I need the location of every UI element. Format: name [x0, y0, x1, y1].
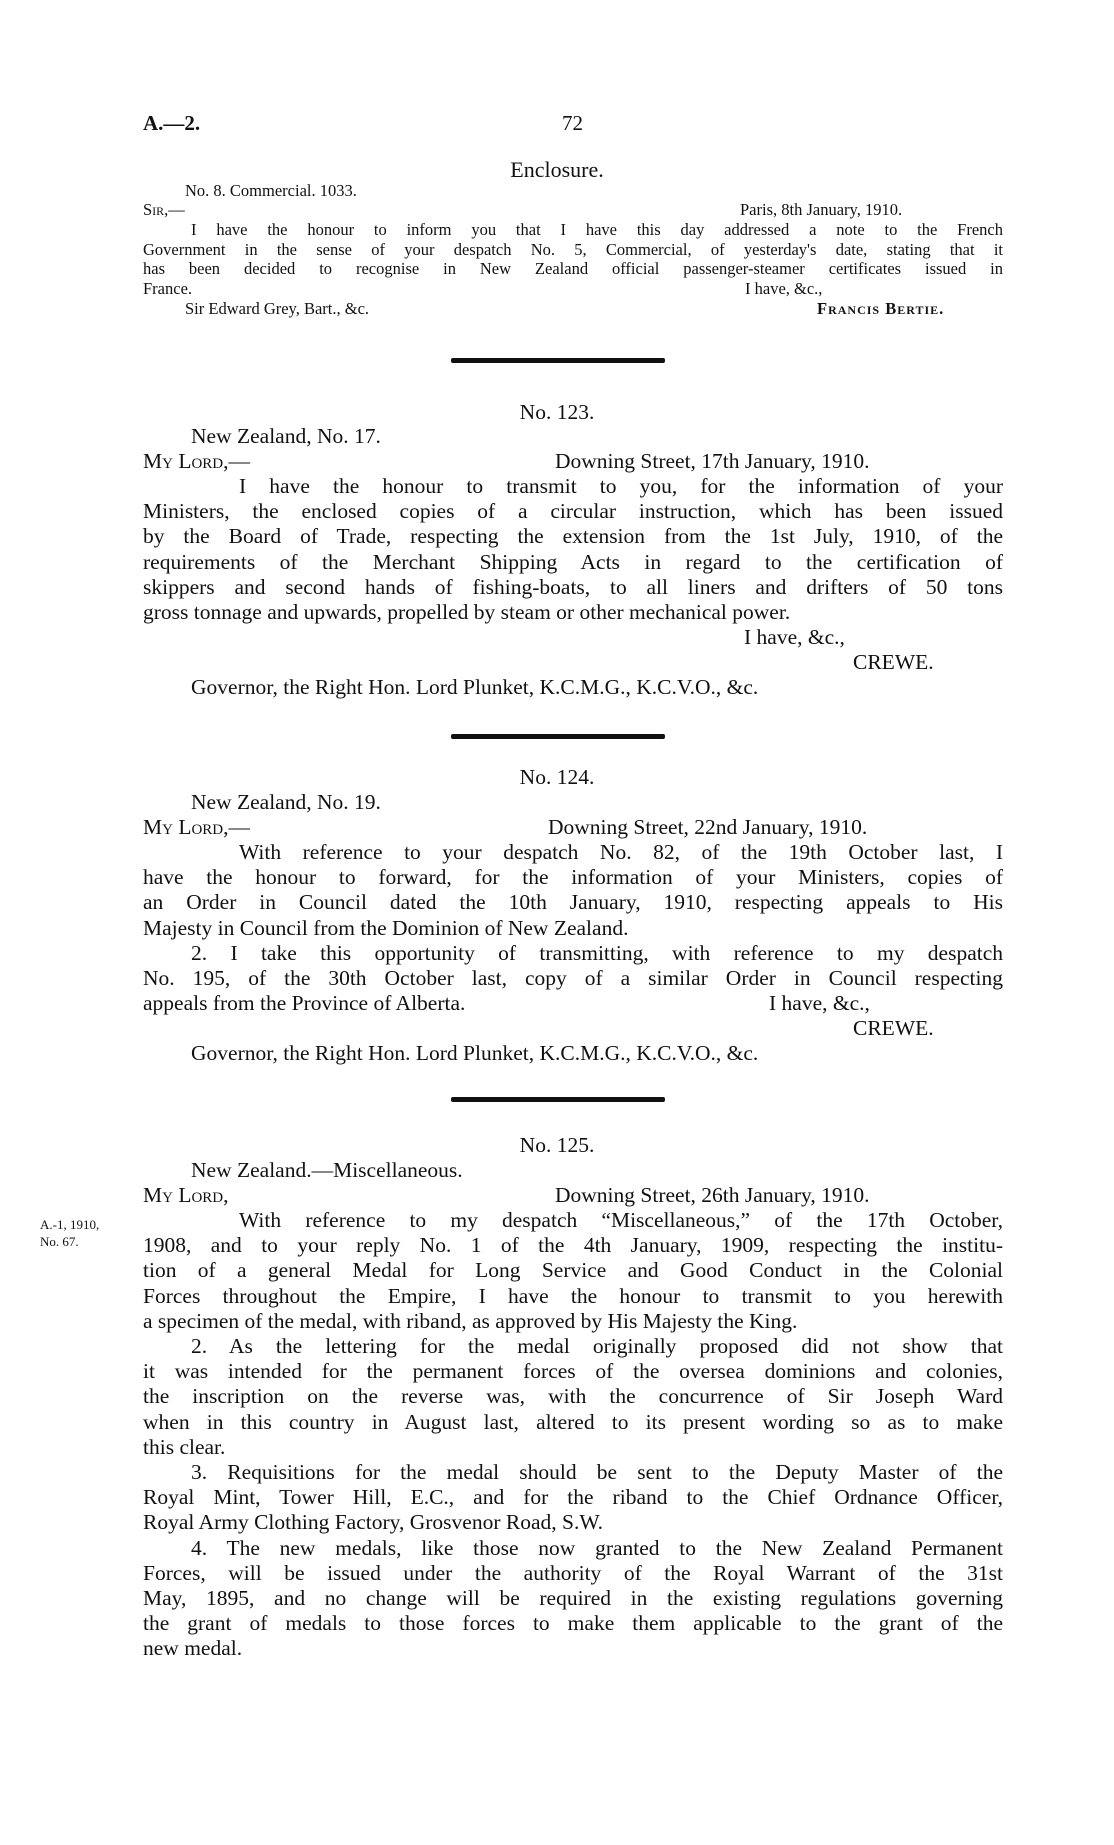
body-line: the inscription on the reverse was, with the concurrence of Sir Joseph Ward	[143, 1384, 1003, 1409]
body-line: skippers and second hands of fishing-boats, to all liners and drifters of 50 tons	[143, 574, 1003, 599]
enclosure-closing: I have, &c.,	[745, 279, 823, 298]
body-line: this clear.	[143, 1434, 226, 1459]
section-divider	[451, 734, 665, 739]
body-line: an Order in Council dated the 10th January, 1910, respecting appeals to His	[143, 890, 1003, 915]
body-line: have the honour to forward, for the information of your Ministers, copies of	[143, 865, 1003, 890]
enclosure-signature: Francis Bertie.	[817, 299, 945, 318]
body-line: Forces, will be issued under the authority of the Royal Warrant of the 31st	[143, 1560, 1003, 1585]
enclosure-heading: Enclosure.	[510, 157, 604, 182]
despatch-125-salutation: My Lord,	[143, 1183, 229, 1207]
despatch-123-ref: New Zealand, No. 17.	[191, 424, 381, 448]
enclosure-body-line: Government in the sense of your despatch No. 5, Commercial, of yesterday's date, stating that it	[143, 239, 1003, 259]
despatch-124-closing: I have, &c.,	[769, 991, 870, 1015]
body-line: 2. I take this opportunity of transmitting, with reference to my despatch	[191, 940, 1003, 965]
despatch-125-body	[143, 1208, 1003, 1662]
enclosure-body-line: I have the honour to inform you that I have this day addressed a note to the French	[191, 220, 1003, 239]
despatch-123-body	[143, 474, 1003, 625]
body-line: With reference to your despatch No. 82, of the 19th October last, I	[239, 840, 1003, 864]
body-line: I have the honour to transmit to you, for the information of your	[239, 474, 1003, 498]
despatch-123-address-date: Downing Street, 17th January, 1910.	[555, 449, 870, 473]
despatch-124-addressee: Governor, the Right Hon. Lord Plunket, K.C.M.G., K.C.V.O., &c.	[191, 1041, 759, 1065]
body-line: tion of a general Medal for Long Service and Good Conduct in the Colonial	[143, 1258, 1003, 1283]
section-divider	[451, 358, 665, 363]
despatch-123-addressee: Governor, the Right Hon. Lord Plunket, K.C.M.G., K.C.V.O., &c.	[191, 675, 759, 699]
body-line: when in this country in August last, altered to its present wording so as to make	[143, 1409, 1003, 1434]
body-line: Ministers, the enclosed copies of a circular instruction, which has been issued	[143, 499, 1003, 524]
enclosure-body	[143, 220, 1003, 279]
body-line: 1908, and to your reply No. 1 of the 4th January, 1909, respecting the institu-	[143, 1233, 1003, 1258]
body-line: new medal.	[143, 1636, 243, 1661]
body-line: 2. As the lettering for the medal originally proposed did not show that	[191, 1334, 1003, 1359]
despatch-124-salutation: My Lord,—	[143, 815, 251, 839]
margin-note: No. 67.	[40, 1234, 79, 1249]
despatch-number-124: No. 124.	[519, 765, 595, 789]
enclosure-addressee: Sir Edward Grey, Bart., &c.	[185, 299, 370, 318]
despatch-124-address-date: Downing Street, 22nd January, 1910.	[548, 815, 868, 839]
body-line: May, 1895, and no change will be required in the existing regulations governing	[143, 1586, 1003, 1611]
body-line: the grant of medals to those forces to make them applicable to the grant of the	[143, 1611, 1003, 1636]
document-reference: A.—2.	[143, 111, 201, 135]
enclosure-body-last: France.	[143, 279, 193, 298]
enclosure-salutation: Sir,—	[143, 200, 185, 219]
body-line: requirements of the Merchant Shipping Acts in regard to the certification of	[143, 549, 1003, 574]
body-line: 4. The new medals, like those now granted to the New Zealand Permanent	[191, 1535, 1003, 1560]
despatch-124-ref: New Zealand, No. 19.	[191, 790, 381, 814]
body-line: Majesty in Council from the Dominion of New Zealand.	[143, 915, 629, 940]
body-line: No. 195, of the 30th October last, copy of a similar Order in Council respecting	[143, 966, 1003, 991]
despatch-125-ref: New Zealand.—Miscellaneous.	[191, 1158, 463, 1182]
enclosure-body-line: has been decided to recognise in New Zealand official passenger-steamer certificates issued in	[143, 259, 1003, 278]
body-line: by the Board of Trade, respecting the extension from the 1st July, 1910, of the	[143, 524, 1003, 549]
despatch-123-salutation: My Lord,—	[143, 449, 251, 473]
despatch-123-closing: I have, &c.,	[744, 625, 845, 649]
body-line: Forces throughout the Empire, I have the honour to transmit to you herewith	[143, 1283, 1003, 1308]
despatch-number-125: No. 125.	[519, 1133, 595, 1157]
enclosure-date: Paris, 8th January, 1910.	[740, 200, 903, 219]
despatch-124-signature: CREWE.	[853, 1016, 934, 1040]
despatch-125-address-date: Downing Street, 26th January, 1910.	[555, 1183, 870, 1207]
body-line: it was intended for the permanent forces of the oversea dominions and colonies,	[143, 1359, 1003, 1384]
despatch-124-body	[143, 840, 1003, 991]
body-line: With reference to my despatch “Miscellaneous,” of the 17th October,	[239, 1208, 1003, 1232]
body-line: gross tonnage and upwards, propelled by steam or other mechanical power.	[143, 600, 791, 625]
despatch-number-123: No. 123.	[519, 400, 595, 424]
despatch-124-body-last: appeals from the Province of Alberta.	[143, 991, 466, 1015]
body-line: Royal Army Clothing Factory, Grosvenor Road, S.W.	[143, 1510, 604, 1535]
enclosure-ref-line: No. 8. Commercial. 1033.	[185, 181, 357, 200]
despatch-123-signature: CREWE.	[853, 650, 934, 674]
page-number: 72	[562, 111, 583, 135]
body-line: a specimen of the medal, with riband, as approved by His Majesty the King.	[143, 1308, 798, 1333]
section-divider	[451, 1097, 665, 1102]
body-line: Royal Mint, Tower Hill, E.C., and for the riband to the Chief Ordnance Officer,	[143, 1485, 1003, 1510]
body-line: 3. Requisitions for the medal should be sent to the Deputy Master of the	[191, 1460, 1003, 1485]
margin-note: A.-1, 1910,	[40, 1217, 100, 1232]
